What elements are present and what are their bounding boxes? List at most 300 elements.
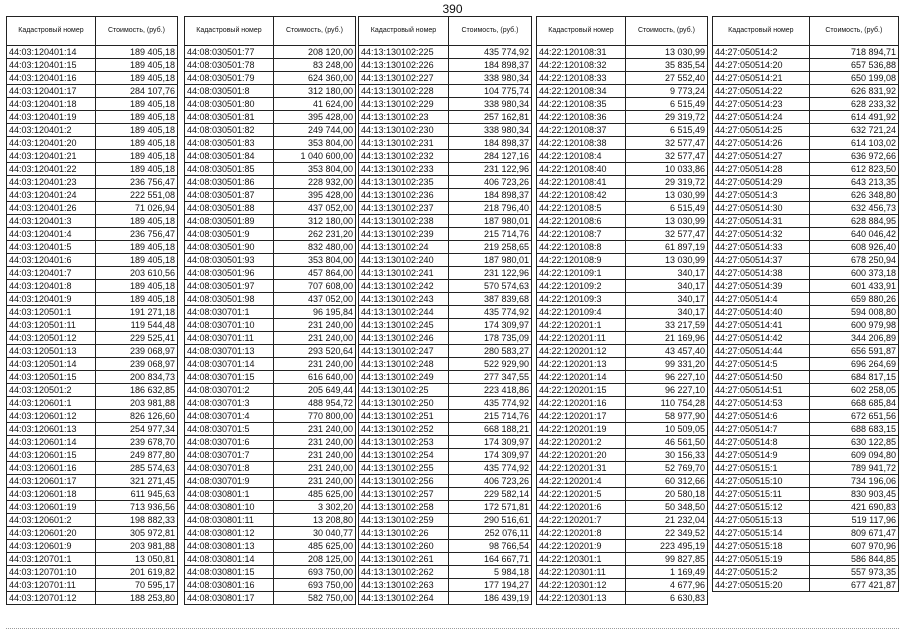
cadastral-number-cell: 44:03:120401:5 [7, 241, 96, 254]
table-row [713, 501, 899, 514]
table-row [537, 59, 708, 72]
table-row [7, 592, 178, 605]
cost-header: Стоимость, (руб.) [625, 17, 707, 46]
cost-cell: 693 750,00 [273, 579, 355, 592]
cadastral-number-cell: 44:27:050514:30 [713, 202, 810, 215]
cadastral-number-cell: 44:03:120601:12 [7, 410, 96, 423]
cost-cell: 684 817,15 [809, 371, 898, 384]
cadastral-number-cell: 44:27:050515:14 [713, 527, 810, 540]
cadastral-number-cell: 44:08:030801:12 [185, 527, 274, 540]
table-row [359, 137, 532, 150]
table-row [185, 553, 356, 566]
table-row [359, 345, 532, 358]
table-row [537, 345, 708, 358]
cost-cell: 13 030,99 [625, 189, 707, 202]
cadastral-number-cell: 44:13:130102:239 [359, 228, 449, 241]
cost-cell: 32 577,47 [625, 137, 707, 150]
cost-cell: 688 683,15 [809, 423, 898, 436]
table-row [185, 163, 356, 176]
cadastral-number-cell: 44:27:050514:39 [713, 280, 810, 293]
cost-cell: 236 756,47 [95, 176, 177, 189]
table-row [713, 59, 899, 72]
cadastral-number-cell: 44:22:120201:2 [537, 436, 626, 449]
table-row [7, 436, 178, 449]
cost-cell: 284 127,16 [448, 150, 531, 163]
cadastral-number-cell: 44:03:120501:2 [7, 384, 96, 397]
table-row [185, 98, 356, 111]
cost-cell: 421 690,83 [809, 501, 898, 514]
table-row [185, 384, 356, 397]
table-row [537, 332, 708, 345]
cost-cell: 172 571,81 [448, 501, 531, 514]
cost-cell: 1 169,49 [625, 566, 707, 579]
table-row [537, 553, 708, 566]
table-row [185, 319, 356, 332]
cost-header: Стоимость, (руб.) [809, 17, 898, 46]
cadastral-number-cell: 44:13:130102:263 [359, 579, 449, 592]
cadastral-table-3 [358, 16, 532, 605]
cost-cell: 96 227,10 [625, 371, 707, 384]
cost-cell: 184 898,37 [448, 59, 531, 72]
table-row [537, 72, 708, 85]
cost-cell: 4 677,96 [625, 579, 707, 592]
cost-cell: 187 980,01 [448, 215, 531, 228]
table-row [185, 306, 356, 319]
cost-cell: 668 685,84 [809, 397, 898, 410]
cadastral-number-cell: 44:08:030701:8 [185, 462, 274, 475]
cadastral-table-5 [712, 16, 899, 592]
cadastral-number-cell: 44:22:120201:11 [537, 332, 626, 345]
cadastral-number-cell: 44:27:050514:38 [713, 267, 810, 280]
cost-cell: 164 667,71 [448, 553, 531, 566]
table-row [359, 566, 532, 579]
cadastral-number-cell: 44:08:030501:90 [185, 241, 274, 254]
table-row [185, 241, 356, 254]
cost-cell: 21 169,96 [625, 332, 707, 345]
cost-cell: 252 076,11 [448, 527, 531, 540]
table-row [185, 176, 356, 189]
cadastral-number-cell: 44:22:120201:31 [537, 462, 626, 475]
cadastral-number-cell: 44:03:120401:16 [7, 72, 96, 85]
cadastral-number-cell: 44:27:050514:3 [713, 189, 810, 202]
table-row [537, 514, 708, 527]
cadastral-number-cell: 44:13:130102:258 [359, 501, 449, 514]
cadastral-number-cell: 44:27:050514:7 [713, 423, 810, 436]
cost-cell: 608 926,40 [809, 241, 898, 254]
table-row [7, 280, 178, 293]
cadastral-number-cell: 44:13:130102:241 [359, 267, 449, 280]
cost-cell: 205 649,44 [273, 384, 355, 397]
cost-cell: 203 610,56 [95, 267, 177, 280]
table-row [7, 501, 178, 514]
cadastral-number-cell: 44:13:130102:262 [359, 566, 449, 579]
table-row [359, 527, 532, 540]
cadastral-number-cell: 44:22:120109:1 [537, 267, 626, 280]
table-row [7, 189, 178, 202]
cadastral-number-cell: 44:13:130102:254 [359, 449, 449, 462]
cadastral-number-cell: 44:08:030801:16 [185, 579, 274, 592]
table-row [359, 46, 532, 59]
table-row [359, 514, 532, 527]
cadastral-number-cell: 44:08:030701:13 [185, 345, 274, 358]
table-row [537, 98, 708, 111]
cadastral-number-cell: 44:22:120301:11 [537, 566, 626, 579]
cost-cell: 201 619,82 [95, 566, 177, 579]
cadastral-number-cell: 44:22:120201:14 [537, 371, 626, 384]
cadastral-number-cell: 44:08:030701:15 [185, 371, 274, 384]
cadastral-number-cell: 44:08:030501:85 [185, 163, 274, 176]
cadastral-number-cell: 44:22:120108:5 [537, 202, 626, 215]
cost-cell: 249 877,80 [95, 449, 177, 462]
cost-cell: 187 980,01 [448, 254, 531, 267]
cadastral-number-cell: 44:08:030801:15 [185, 566, 274, 579]
cost-cell: 200 834,73 [95, 371, 177, 384]
cost-cell: 6 515,49 [625, 202, 707, 215]
cost-cell: 208 120,00 [273, 46, 355, 59]
cadastral-number-cell: 44:27:050514:9 [713, 449, 810, 462]
cadastral-number-cell: 44:22:120108:35 [537, 98, 626, 111]
table-row [185, 215, 356, 228]
table-row [537, 319, 708, 332]
cost-cell: 312 180,00 [273, 85, 355, 98]
cost-cell: 50 348,50 [625, 501, 707, 514]
table-row [7, 566, 178, 579]
cost-cell: 626 831,92 [809, 85, 898, 98]
cadastral-number-cell: 44:27:050514:23 [713, 98, 810, 111]
cadastral-number-cell: 44:08:030501:96 [185, 267, 274, 280]
cost-cell: 632 456,73 [809, 202, 898, 215]
cadastral-number-cell: 44:03:120401:20 [7, 137, 96, 150]
cadastral-number-cell: 44:08:030501:88 [185, 202, 274, 215]
cadastral-number-cell: 44:13:130102:248 [359, 358, 449, 371]
cost-cell: 215 714,76 [448, 410, 531, 423]
table-row [713, 488, 899, 501]
table-row [185, 423, 356, 436]
table-row [537, 189, 708, 202]
cost-cell: 519 117,96 [809, 514, 898, 527]
cadastral-number-cell: 44:27:050514:32 [713, 228, 810, 241]
cadastral-number-cell: 44:03:120601:9 [7, 540, 96, 553]
cadastral-number-cell: 44:08:030801:10 [185, 501, 274, 514]
table-row [7, 176, 178, 189]
cadastral-number-cell: 44:03:120601:15 [7, 449, 96, 462]
table-row [359, 189, 532, 202]
cost-cell: 208 125,00 [273, 553, 355, 566]
cost-cell: 340,17 [625, 267, 707, 280]
table-row [185, 358, 356, 371]
table-row [537, 358, 708, 371]
cadastral-number-cell: 44:13:130102:26 [359, 527, 449, 540]
table-row [359, 579, 532, 592]
cost-cell: 832 480,00 [273, 241, 355, 254]
cost-cell: 174 309,97 [448, 319, 531, 332]
table-row [359, 254, 532, 267]
table-row [185, 540, 356, 553]
table-row [185, 280, 356, 293]
table-row [713, 72, 899, 85]
cadastral-number-header: Кадастровый номер [713, 17, 810, 46]
table-row [185, 449, 356, 462]
table-row [7, 202, 178, 215]
cadastral-number-cell: 44:03:120601:20 [7, 527, 96, 540]
table-row [185, 527, 356, 540]
table-row [7, 137, 178, 150]
cadastral-number-cell: 44:13:130102:260 [359, 540, 449, 553]
table-row [537, 423, 708, 436]
cadastral-number-cell: 44:22:120201:15 [537, 384, 626, 397]
table-row [359, 501, 532, 514]
cadastral-number-cell: 44:27:050514:44 [713, 345, 810, 358]
cadastral-number-cell: 44:22:120201:13 [537, 358, 626, 371]
table-row [7, 423, 178, 436]
table-row [359, 85, 532, 98]
cadastral-number-cell: 44:03:120601:2 [7, 514, 96, 527]
cadastral-number-cell: 44:22:120201:5 [537, 488, 626, 501]
cost-cell: 231 122,96 [448, 267, 531, 280]
cadastral-number-cell: 44:03:120601:16 [7, 462, 96, 475]
cadastral-number-cell: 44:27:050514:25 [713, 124, 810, 137]
cost-cell: 189 405,18 [95, 59, 177, 72]
table-row [185, 46, 356, 59]
cadastral-number-cell: 44:08:030501:78 [185, 59, 274, 72]
cost-cell: 636 972,66 [809, 150, 898, 163]
cost-cell: 305 972,81 [95, 527, 177, 540]
cost-header: Стоимость, (руб.) [448, 17, 531, 46]
cost-cell: 609 094,80 [809, 449, 898, 462]
cadastral-number-cell: 44:27:050514:20 [713, 59, 810, 72]
cadastral-number-cell: 44:27:050514:5 [713, 358, 810, 371]
table-row [7, 124, 178, 137]
cadastral-table-4 [536, 16, 708, 605]
table-row [713, 215, 899, 228]
cadastral-number-cell: 44:03:120501:1 [7, 306, 96, 319]
table-row [537, 241, 708, 254]
cadastral-number-cell: 44:22:120108:37 [537, 124, 626, 137]
cadastral-number-cell: 44:22:120108:34 [537, 85, 626, 98]
table-row [713, 189, 899, 202]
table-row [7, 345, 178, 358]
cost-cell: 229 582,14 [448, 488, 531, 501]
table-row [713, 514, 899, 527]
cost-cell: 435 774,92 [448, 397, 531, 410]
table-row [185, 228, 356, 241]
cadastral-number-cell: 44:03:120501:13 [7, 345, 96, 358]
table-row [7, 553, 178, 566]
cadastral-number-cell: 44:08:030801:11 [185, 514, 274, 527]
table-row [713, 111, 899, 124]
table-row [185, 72, 356, 85]
table-row [185, 475, 356, 488]
table-row [713, 319, 899, 332]
table-row [359, 98, 532, 111]
cost-cell: 611 945,63 [95, 488, 177, 501]
table-row [7, 254, 178, 267]
cost-cell: 189 405,18 [95, 98, 177, 111]
table-row [7, 332, 178, 345]
table-row [713, 137, 899, 150]
cadastral-number-cell: 44:27:050514:27 [713, 150, 810, 163]
cost-cell: 29 319,72 [625, 176, 707, 189]
table-row [537, 371, 708, 384]
cost-cell: 338 980,34 [448, 124, 531, 137]
table-row [185, 202, 356, 215]
cost-cell: 522 929,90 [448, 358, 531, 371]
cadastral-number-cell: 44:22:120201:16 [537, 397, 626, 410]
table-row [185, 592, 356, 605]
cadastral-number-cell: 44:13:130102:23 [359, 111, 449, 124]
cadastral-number-cell: 44:22:120108:41 [537, 176, 626, 189]
cost-cell: 32 577,47 [625, 150, 707, 163]
cost-cell: 353 804,00 [273, 254, 355, 267]
table-row [537, 267, 708, 280]
cadastral-number-cell: 44:03:120601:14 [7, 436, 96, 449]
cost-cell: 99 331,20 [625, 358, 707, 371]
cost-cell: 98 766,54 [448, 540, 531, 553]
cadastral-number-cell: 44:27:050515:1 [713, 462, 810, 475]
cost-cell: 607 970,96 [809, 540, 898, 553]
cadastral-number-cell: 44:27:050514:21 [713, 72, 810, 85]
table-row [185, 566, 356, 579]
cadastral-number-cell: 44:13:130102:259 [359, 514, 449, 527]
cadastral-number-cell: 44:22:120201:20 [537, 449, 626, 462]
table-row [537, 202, 708, 215]
table-row [7, 540, 178, 553]
cost-cell: 231 240,00 [273, 332, 355, 345]
table-row [537, 501, 708, 514]
cost-cell: 312 180,00 [273, 215, 355, 228]
cadastral-number-cell: 44:13:130102:252 [359, 423, 449, 436]
cost-cell: 6 630,83 [625, 592, 707, 605]
table-row [7, 371, 178, 384]
cost-cell: 189 405,18 [95, 254, 177, 267]
cadastral-number-cell: 44:13:130102:236 [359, 189, 449, 202]
cost-cell: 656 591,87 [809, 345, 898, 358]
cost-cell: 29 319,72 [625, 111, 707, 124]
cost-cell: 612 823,50 [809, 163, 898, 176]
cost-cell: 96 227,10 [625, 384, 707, 397]
cadastral-number-cell: 44:22:120108:31 [537, 46, 626, 59]
table-row [713, 358, 899, 371]
cost-cell: 643 213,35 [809, 176, 898, 189]
cadastral-number-cell: 44:03:120501:12 [7, 332, 96, 345]
cost-cell: 219 258,65 [448, 241, 531, 254]
cost-cell: 321 271,45 [95, 475, 177, 488]
table-row [7, 98, 178, 111]
table-row [537, 137, 708, 150]
cost-cell: 231 240,00 [273, 475, 355, 488]
cadastral-number-cell: 44:22:120109:3 [537, 293, 626, 306]
cadastral-number-cell: 44:22:120201:12 [537, 345, 626, 358]
table-row [359, 228, 532, 241]
cost-cell: 826 126,60 [95, 410, 177, 423]
table-row [359, 462, 532, 475]
table-row [537, 124, 708, 137]
table-row [359, 280, 532, 293]
table-row [7, 111, 178, 124]
table-row [359, 371, 532, 384]
cadastral-number-cell: 44:22:120108:7 [537, 228, 626, 241]
cadastral-number-cell: 44:13:130102:249 [359, 371, 449, 384]
cost-cell: 630 122,85 [809, 436, 898, 449]
cost-cell: 616 640,00 [273, 371, 355, 384]
cadastral-number-cell: 44:08:030501:97 [185, 280, 274, 293]
cadastral-number-cell: 44:08:030701:1 [185, 306, 274, 319]
table-row [359, 202, 532, 215]
cadastral-number-cell: 44:03:120401:17 [7, 85, 96, 98]
cost-cell: 290 516,61 [448, 514, 531, 527]
table-row [713, 124, 899, 137]
table-row [185, 332, 356, 345]
table-row [7, 397, 178, 410]
table-row [7, 449, 178, 462]
cost-cell: 668 188,21 [448, 423, 531, 436]
table-row [537, 410, 708, 423]
cadastral-number-cell: 44:22:120108:9 [537, 254, 626, 267]
cost-cell: 624 360,00 [273, 72, 355, 85]
cost-cell: 10 033,86 [625, 163, 707, 176]
cost-cell: 189 405,18 [95, 215, 177, 228]
cost-cell: 174 309,97 [448, 436, 531, 449]
cost-cell: 13 030,99 [625, 46, 707, 59]
table-row [359, 436, 532, 449]
cadastral-number-cell: 44:22:120301:13 [537, 592, 626, 605]
table-row [537, 488, 708, 501]
cadastral-number-cell: 44:08:030501:86 [185, 176, 274, 189]
table-row [713, 280, 899, 293]
cost-cell: 718 894,71 [809, 46, 898, 59]
cost-cell: 353 804,00 [273, 163, 355, 176]
cadastral-number-cell: 44:03:120401:2 [7, 124, 96, 137]
cadastral-number-cell: 44:13:130102:251 [359, 410, 449, 423]
cadastral-number-cell: 44:03:120401:21 [7, 150, 96, 163]
table-row [713, 332, 899, 345]
cadastral-number-cell: 44:03:120601:13 [7, 423, 96, 436]
table-row [537, 150, 708, 163]
cost-cell: 650 199,08 [809, 72, 898, 85]
cadastral-number-cell: 44:22:120108:36 [537, 111, 626, 124]
cadastral-number-cell: 44:08:030501:82 [185, 124, 274, 137]
table-row [713, 267, 899, 280]
cost-cell: 188 253,80 [95, 592, 177, 605]
cost-cell: 223 418,86 [448, 384, 531, 397]
cost-cell: 203 981,88 [95, 540, 177, 553]
cadastral-number-header: Кадастровый номер [359, 17, 449, 46]
cadastral-number-cell: 44:13:130102:24 [359, 241, 449, 254]
table-row [359, 72, 532, 85]
cost-cell: 119 544,48 [95, 319, 177, 332]
cost-cell: 27 552,40 [625, 72, 707, 85]
cost-cell: 13 050,81 [95, 553, 177, 566]
cost-cell: 21 232,04 [625, 514, 707, 527]
cadastral-number-cell: 44:08:030801:13 [185, 540, 274, 553]
table-row [7, 384, 178, 397]
cadastral-number-cell: 44:27:050514:33 [713, 241, 810, 254]
cadastral-number-cell: 44:08:030701:9 [185, 475, 274, 488]
cost-cell: 600 979,98 [809, 319, 898, 332]
cadastral-number-cell: 44:22:120201:8 [537, 527, 626, 540]
cadastral-number-cell: 44:03:120401:19 [7, 111, 96, 124]
table-row [185, 124, 356, 137]
table-row [713, 176, 899, 189]
cost-cell: 96 195,84 [273, 306, 355, 319]
cost-cell: 594 008,80 [809, 306, 898, 319]
table-row [7, 241, 178, 254]
cadastral-number-cell: 44:27:050514:53 [713, 397, 810, 410]
cost-cell: 614 103,02 [809, 137, 898, 150]
table-row [359, 319, 532, 332]
cost-cell: 277 347,55 [448, 371, 531, 384]
cadastral-number-cell: 44:08:030801:1 [185, 488, 274, 501]
